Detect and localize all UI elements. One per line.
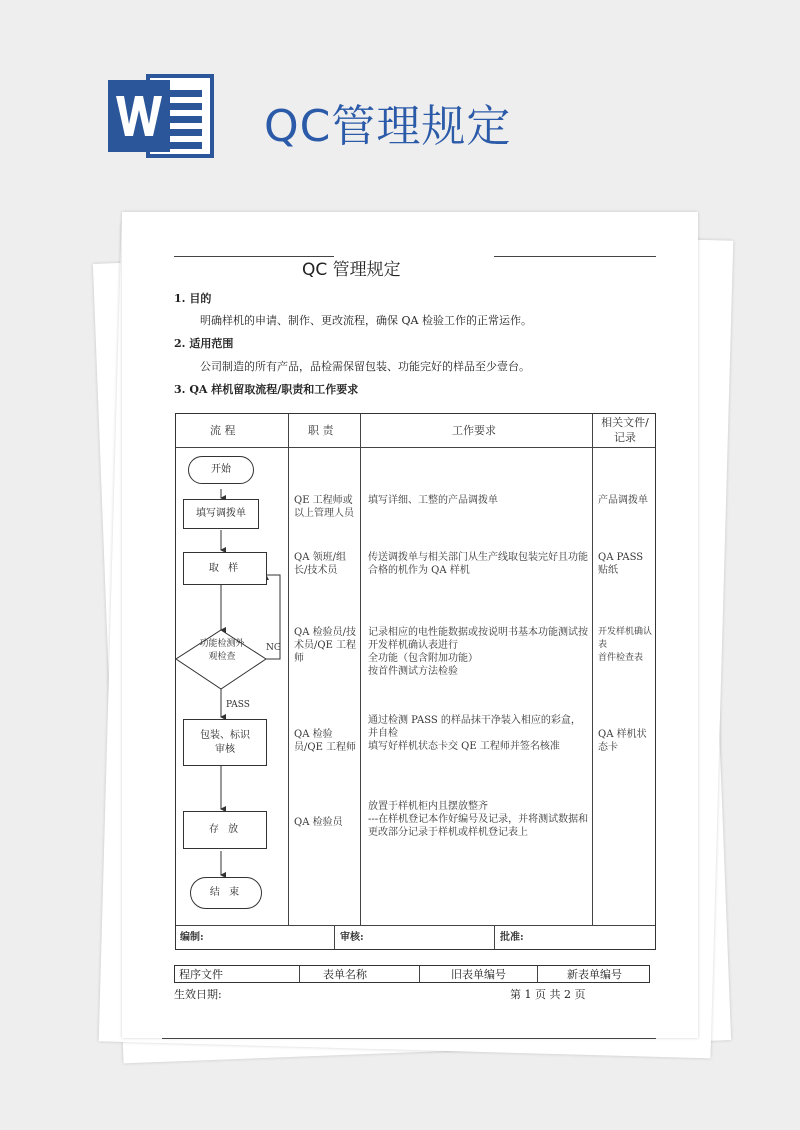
- flow-pack-label: 包装、标识审核: [183, 719, 267, 766]
- row3-record: 开发样机确认表 首件检查表: [598, 627, 653, 663]
- header-rule-right: [494, 256, 656, 257]
- effective-date: 生效日期:: [174, 988, 222, 1001]
- row4-record: QA 样机状态卡: [598, 729, 647, 753]
- flow-fill-form: 填写调拨单: [183, 499, 259, 529]
- page-number: 第 1 页 共 2 页: [510, 988, 586, 1001]
- footer-table: [174, 965, 650, 983]
- section-1-body: 明确样机的申请、制作、更改流程，确保 QA 检验工作的正常运作。: [200, 314, 532, 327]
- header-records: 相关文件/记录: [601, 416, 649, 444]
- row2-duty: QA 领班/组长/技术员: [294, 552, 346, 576]
- footer-col-program: 程序文件: [179, 968, 223, 981]
- row4-duty: QA 检验员/QE 工程师: [294, 729, 357, 753]
- flow-ng-label: NG: [266, 643, 282, 653]
- row4-requirement: 通过检测 PASS 的样品抹干净装入相应的彩盒，并自检 填写好样机状态卡交 QE 工程师并签名核准: [368, 715, 581, 752]
- sign-review: 审核:: [340, 932, 364, 943]
- sign-approve: 批准:: [500, 932, 524, 943]
- section-2-body: 公司制造的所有产品，品检需保留包装、功能完好的样品至少壹台。: [200, 360, 530, 373]
- document-title: QC 管理规定: [302, 260, 401, 280]
- sign-compile: 编制:: [180, 932, 204, 943]
- header-duty: 职 责: [308, 424, 334, 437]
- flow-store: 存 放: [183, 811, 267, 849]
- footer-col-form-name: 表单名称: [323, 968, 367, 981]
- header-rule-left: [174, 256, 334, 257]
- flow-pass-label: PASS: [226, 700, 250, 710]
- row2-requirement: 传送调拨单与相关部门从生产线取包装完好且功能合格的机作为 QA 样机: [368, 552, 588, 576]
- word-app-icon: [108, 70, 220, 162]
- footer-col-new-number: 新表单编号: [567, 968, 622, 981]
- row2-record: QA PASS 贴纸: [598, 552, 644, 576]
- section-3-heading: 3. QA 样机留取流程/职责和工作要求: [174, 383, 359, 396]
- section-2-heading: 2. 适用范围: [174, 337, 234, 350]
- row5-requirement: 放置于样机柜内且摆放整齐 ---在样机登记本作好编号及记录，并将测试数据和更改部分记录于样机或样机登记表上: [368, 801, 589, 838]
- flow-check: 功能检测外观检查: [199, 639, 245, 662]
- row3-requirement: 记录相应的电性能数据或按说明书基本功能测试按开发样机确认表进行 全功能（包含附加功能） 按首件测试方法检验: [368, 627, 588, 677]
- row1-record: 产品调拨单: [598, 495, 648, 506]
- footer-col-old-number: 旧表单编号: [451, 968, 506, 981]
- flow-start: 开始: [188, 456, 254, 484]
- row1-requirement: 填写详细、工整的产品调拨单: [368, 495, 498, 506]
- row1-duty: QE 工程师或以上管理人员: [294, 495, 354, 519]
- document-page: [122, 212, 698, 1038]
- bottom-rule: [162, 1038, 656, 1039]
- header-flow: 流 程: [210, 424, 236, 437]
- row5-duty: QA 检验员: [294, 817, 343, 828]
- process-table: [175, 413, 656, 950]
- header-requirement: 工作要求: [452, 424, 496, 437]
- app-title: QC管理规定: [264, 101, 512, 152]
- row3-duty: QA 检验员/技术员/QE 工程师: [294, 627, 357, 664]
- section-1-heading: 1. 目的: [174, 292, 212, 305]
- flow-take-sample: 取 样: [183, 552, 267, 585]
- flow-end: 结 束: [190, 877, 262, 909]
